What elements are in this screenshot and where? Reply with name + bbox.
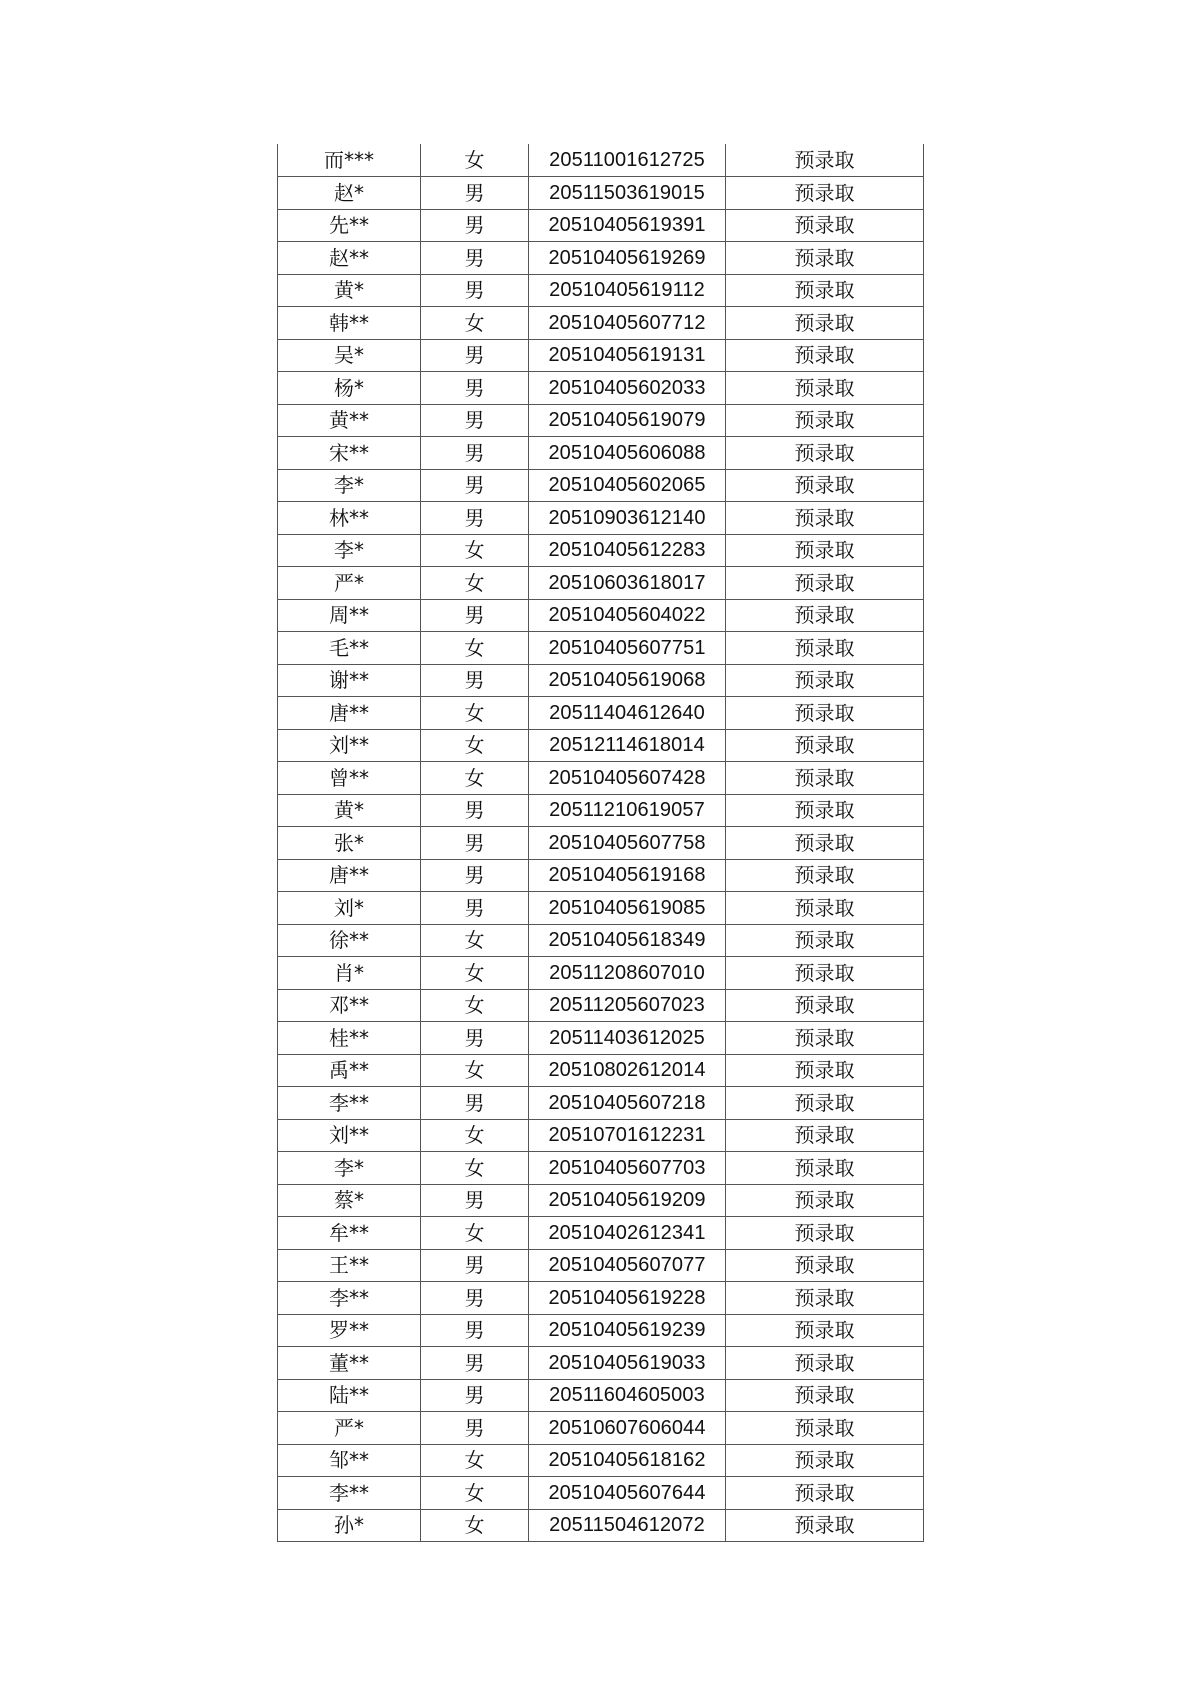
table-row: [278, 1379, 924, 1412]
name-cell: 唐**: [278, 697, 421, 730]
gender-cell: 男: [421, 404, 529, 437]
name-cell: 王**: [278, 1249, 421, 1282]
gender-cell: 男: [421, 1022, 529, 1055]
exam-id-cell: 20511403612025: [529, 1022, 726, 1055]
exam-id-cell: 20510405618349: [529, 924, 726, 957]
gender-cell: 女: [421, 632, 529, 665]
name-cell: 徐**: [278, 924, 421, 957]
gender-cell: 女: [421, 1217, 529, 1250]
exam-id-cell: 20510405618162: [529, 1444, 726, 1477]
gender-cell: 女: [421, 729, 529, 762]
table-row: [278, 339, 924, 372]
status-cell: 预录取: [726, 632, 924, 665]
exam-id-cell: 20510405607703: [529, 1152, 726, 1185]
status-cell: 预录取: [726, 989, 924, 1022]
name-cell: 曾**: [278, 762, 421, 795]
gender-cell: 男: [421, 1282, 529, 1315]
name-cell: 黄*: [278, 274, 421, 307]
status-cell: 预录取: [726, 469, 924, 502]
gender-cell: 男: [421, 1314, 529, 1347]
exam-id-cell: 20511404612640: [529, 697, 726, 730]
gender-cell: 女: [421, 1477, 529, 1510]
status-cell: 预录取: [726, 1282, 924, 1315]
name-cell: 邓**: [278, 989, 421, 1022]
name-cell: 蔡*: [278, 1184, 421, 1217]
table-body: [278, 144, 924, 1542]
table-row: [278, 144, 924, 177]
gender-cell: 男: [421, 437, 529, 470]
exam-id-cell: 20510405619033: [529, 1347, 726, 1380]
gender-cell: 男: [421, 1379, 529, 1412]
name-cell: 刘**: [278, 1119, 421, 1152]
gender-cell: 男: [421, 1249, 529, 1282]
gender-cell: 男: [421, 502, 529, 535]
exam-id-cell: 20510802612014: [529, 1054, 726, 1087]
gender-cell: 男: [421, 177, 529, 210]
table-row: [278, 307, 924, 340]
name-cell: 牟**: [278, 1217, 421, 1250]
name-cell: 而***: [278, 144, 421, 177]
table-row: [278, 1347, 924, 1380]
table-row: [278, 957, 924, 990]
name-cell: 李*: [278, 1152, 421, 1185]
table-row: [278, 437, 924, 470]
name-cell: 刘*: [278, 892, 421, 925]
exam-id-cell: 20510405602065: [529, 469, 726, 502]
table-row: [278, 1119, 924, 1152]
table-row: [278, 1477, 924, 1510]
gender-cell: 男: [421, 664, 529, 697]
gender-cell: 男: [421, 274, 529, 307]
name-cell: 桂**: [278, 1022, 421, 1055]
table-row: [278, 762, 924, 795]
exam-id-cell: 20510405607218: [529, 1087, 726, 1120]
status-cell: 预录取: [726, 502, 924, 535]
status-cell: 预录取: [726, 697, 924, 730]
gender-cell: 女: [421, 762, 529, 795]
name-cell: 吴*: [278, 339, 421, 372]
status-cell: 预录取: [726, 339, 924, 372]
table-row: [278, 177, 924, 210]
table-row: [278, 567, 924, 600]
exam-id-cell: 20510405619131: [529, 339, 726, 372]
exam-id-cell: 20512114618014: [529, 729, 726, 762]
table-row: [278, 1022, 924, 1055]
status-cell: 预录取: [726, 859, 924, 892]
exam-id-cell: 20510405619228: [529, 1282, 726, 1315]
status-cell: 预录取: [726, 307, 924, 340]
table-row: [278, 1509, 924, 1542]
table-row: [278, 209, 924, 242]
status-cell: 预录取: [726, 1314, 924, 1347]
gender-cell: 男: [421, 794, 529, 827]
gender-cell: 男: [421, 892, 529, 925]
exam-id-cell: 20510405606088: [529, 437, 726, 470]
status-cell: 预录取: [726, 924, 924, 957]
table-row: [278, 892, 924, 925]
table-row: [278, 924, 924, 957]
name-cell: 严*: [278, 567, 421, 600]
name-cell: 林**: [278, 502, 421, 535]
status-cell: 预录取: [726, 794, 924, 827]
name-cell: 赵**: [278, 242, 421, 275]
table-row: [278, 599, 924, 632]
status-cell: 预录取: [726, 534, 924, 567]
exam-id-cell: 20510405607428: [529, 762, 726, 795]
status-cell: 预录取: [726, 1087, 924, 1120]
table-row: [278, 372, 924, 405]
admission-list-table: [277, 144, 924, 1542]
gender-cell: 女: [421, 307, 529, 340]
exam-id-cell: 20510405619168: [529, 859, 726, 892]
gender-cell: 女: [421, 1444, 529, 1477]
table-row: [278, 469, 924, 502]
status-cell: 预录取: [726, 274, 924, 307]
exam-id-cell: 20510405607758: [529, 827, 726, 860]
status-cell: 预录取: [726, 599, 924, 632]
table-row: [278, 1087, 924, 1120]
name-cell: 周**: [278, 599, 421, 632]
name-cell: 先**: [278, 209, 421, 242]
exam-id-cell: 20510405612283: [529, 534, 726, 567]
name-cell: 李**: [278, 1282, 421, 1315]
gender-cell: 女: [421, 1054, 529, 1087]
gender-cell: 女: [421, 534, 529, 567]
table-row: [278, 274, 924, 307]
name-cell: 张*: [278, 827, 421, 860]
table-row: [278, 859, 924, 892]
gender-cell: 男: [421, 372, 529, 405]
status-cell: 预录取: [726, 144, 924, 177]
status-cell: 预录取: [726, 729, 924, 762]
gender-cell: 女: [421, 567, 529, 600]
status-cell: 预录取: [726, 1217, 924, 1250]
table-row: [278, 1314, 924, 1347]
gender-cell: 女: [421, 1119, 529, 1152]
status-cell: 预录取: [726, 1249, 924, 1282]
status-cell: 预录取: [726, 1347, 924, 1380]
status-cell: 预录取: [726, 404, 924, 437]
status-cell: 预录取: [726, 1444, 924, 1477]
exam-id-cell: 20510405619239: [529, 1314, 726, 1347]
gender-cell: 女: [421, 697, 529, 730]
exam-id-cell: 20510402612341: [529, 1217, 726, 1250]
status-cell: 预录取: [726, 177, 924, 210]
status-cell: 预录取: [726, 209, 924, 242]
name-cell: 陆**: [278, 1379, 421, 1412]
status-cell: 预录取: [726, 827, 924, 860]
exam-id-cell: 20510405607077: [529, 1249, 726, 1282]
name-cell: 董**: [278, 1347, 421, 1380]
table-row: [278, 729, 924, 762]
status-cell: 预录取: [726, 1412, 924, 1445]
exam-id-cell: 20511504612072: [529, 1509, 726, 1542]
gender-cell: 女: [421, 924, 529, 957]
table-row: [278, 502, 924, 535]
status-cell: 预录取: [726, 1022, 924, 1055]
exam-id-cell: 20510405604022: [529, 599, 726, 632]
name-cell: 杨*: [278, 372, 421, 405]
gender-cell: 男: [421, 1087, 529, 1120]
gender-cell: 女: [421, 989, 529, 1022]
gender-cell: 男: [421, 242, 529, 275]
table-row: [278, 242, 924, 275]
gender-cell: 男: [421, 469, 529, 502]
status-cell: 预录取: [726, 437, 924, 470]
gender-cell: 男: [421, 209, 529, 242]
status-cell: 预录取: [726, 242, 924, 275]
exam-id-cell: 20510903612140: [529, 502, 726, 535]
exam-id-cell: 20510405619112: [529, 274, 726, 307]
status-cell: 预录取: [726, 1152, 924, 1185]
gender-cell: 女: [421, 957, 529, 990]
status-cell: 预录取: [726, 664, 924, 697]
table-row: [278, 1184, 924, 1217]
table-row: [278, 794, 924, 827]
status-cell: 预录取: [726, 762, 924, 795]
table-row: [278, 1152, 924, 1185]
name-cell: 李**: [278, 1087, 421, 1120]
status-cell: 预录取: [726, 892, 924, 925]
exam-id-cell: 20510607606044: [529, 1412, 726, 1445]
status-cell: 预录取: [726, 1054, 924, 1087]
name-cell: 赵*: [278, 177, 421, 210]
table-row: [278, 1054, 924, 1087]
status-cell: 预录取: [726, 372, 924, 405]
table-row: [278, 827, 924, 860]
exam-id-cell: 20510603618017: [529, 567, 726, 600]
name-cell: 罗**: [278, 1314, 421, 1347]
name-cell: 唐**: [278, 859, 421, 892]
status-cell: 预录取: [726, 1509, 924, 1542]
gender-cell: 男: [421, 1184, 529, 1217]
status-cell: 预录取: [726, 567, 924, 600]
name-cell: 孙*: [278, 1509, 421, 1542]
table-row: [278, 1412, 924, 1445]
status-cell: 预录取: [726, 1379, 924, 1412]
exam-id-cell: 20510405619068: [529, 664, 726, 697]
exam-id-cell: 20510405619391: [529, 209, 726, 242]
gender-cell: 男: [421, 339, 529, 372]
name-cell: 毛**: [278, 632, 421, 665]
exam-id-cell: 20511210619057: [529, 794, 726, 827]
table-row: [278, 1217, 924, 1250]
gender-cell: 男: [421, 1412, 529, 1445]
table-row: [278, 534, 924, 567]
gender-cell: 女: [421, 144, 529, 177]
exam-id-cell: 20510405619269: [529, 242, 726, 275]
name-cell: 谢**: [278, 664, 421, 697]
name-cell: 刘**: [278, 729, 421, 762]
exam-id-cell: 20511604605003: [529, 1379, 726, 1412]
name-cell: 黄**: [278, 404, 421, 437]
exam-id-cell: 20510405619209: [529, 1184, 726, 1217]
exam-id-cell: 20510405619079: [529, 404, 726, 437]
exam-id-cell: 20511503619015: [529, 177, 726, 210]
table-row: [278, 1249, 924, 1282]
table-row: [278, 1444, 924, 1477]
gender-cell: 男: [421, 859, 529, 892]
table-row: [278, 1282, 924, 1315]
exam-id-cell: 20510701612231: [529, 1119, 726, 1152]
gender-cell: 女: [421, 1509, 529, 1542]
table-row: [278, 989, 924, 1022]
table-row: [278, 697, 924, 730]
name-cell: 李*: [278, 534, 421, 567]
name-cell: 李*: [278, 469, 421, 502]
name-cell: 宋**: [278, 437, 421, 470]
status-cell: 预录取: [726, 1119, 924, 1152]
exam-id-cell: 20510405607712: [529, 307, 726, 340]
name-cell: 邹**: [278, 1444, 421, 1477]
status-cell: 预录取: [726, 1477, 924, 1510]
exam-id-cell: 20511208607010: [529, 957, 726, 990]
gender-cell: 男: [421, 599, 529, 632]
exam-id-cell: 20510405619085: [529, 892, 726, 925]
name-cell: 李**: [278, 1477, 421, 1510]
exam-id-cell: 20511205607023: [529, 989, 726, 1022]
gender-cell: 男: [421, 827, 529, 860]
table-row: [278, 664, 924, 697]
gender-cell: 男: [421, 1347, 529, 1380]
exam-id-cell: 20511001612725: [529, 144, 726, 177]
name-cell: 禹**: [278, 1054, 421, 1087]
name-cell: 肖*: [278, 957, 421, 990]
table-row: [278, 632, 924, 665]
status-cell: 预录取: [726, 1184, 924, 1217]
exam-id-cell: 20510405602033: [529, 372, 726, 405]
exam-id-cell: 20510405607644: [529, 1477, 726, 1510]
name-cell: 韩**: [278, 307, 421, 340]
exam-id-cell: 20510405607751: [529, 632, 726, 665]
name-cell: 严*: [278, 1412, 421, 1445]
table-row: [278, 404, 924, 437]
name-cell: 黄*: [278, 794, 421, 827]
status-cell: 预录取: [726, 957, 924, 990]
gender-cell: 女: [421, 1152, 529, 1185]
